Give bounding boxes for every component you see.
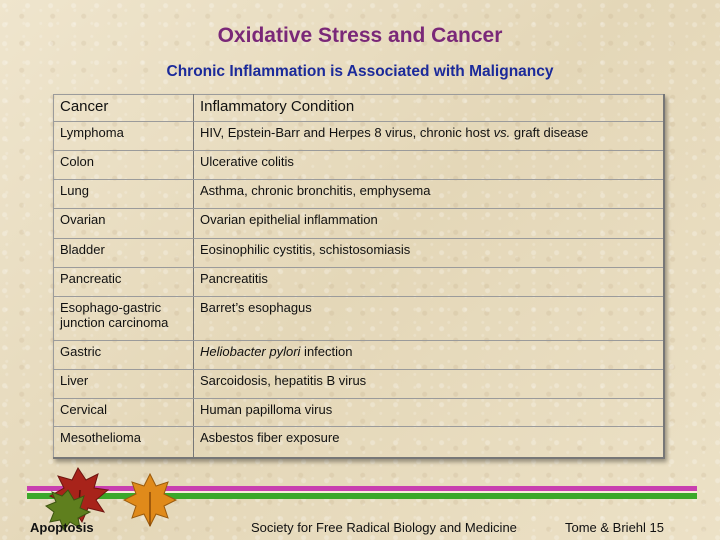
table-row: [54, 122, 665, 151]
cancer-inflammation-table: [53, 94, 665, 459]
condition-cell: [194, 151, 665, 180]
footer-center-label: Society for Free Radical Biology and Medicine: [251, 520, 517, 535]
condition-cell: [194, 370, 665, 399]
condition-cell: [194, 399, 665, 427]
cancer-cell: Liver: [54, 370, 194, 399]
condition-text: Asbestos fiber exposure: [200, 430, 340, 445]
table-row: [54, 268, 665, 297]
footer-left-label: Apoptosis: [30, 520, 94, 535]
table-row: [54, 239, 665, 268]
table-row: [54, 370, 665, 399]
table-header-row: [54, 95, 665, 122]
condition-text: Human papilloma virus: [200, 402, 333, 417]
cancer-cell: Mesothelioma: [54, 427, 194, 458]
cancer-cell: Colon: [54, 151, 194, 180]
condition-cell: [194, 341, 665, 370]
table-row: [54, 297, 665, 341]
table-row: [54, 427, 665, 458]
condition-text: graft disease: [510, 125, 589, 140]
condition-italic-text: vs.: [493, 125, 511, 140]
slide-title: Oxidative Stress and Cancer: [217, 24, 503, 47]
cancer-cell: Lung: [54, 180, 194, 209]
cancer-cell: Bladder: [54, 239, 194, 268]
condition-cell: [194, 122, 665, 151]
table-row: [54, 180, 665, 209]
cancer-cell: Esophago-gastric junction carcinoma: [54, 297, 194, 341]
condition-text: infection: [300, 344, 353, 359]
condition-cell: [194, 297, 665, 341]
condition-text: Asthma, chronic bronchitis, emphysema: [200, 183, 431, 198]
condition-text: Barret’s esophagus: [200, 300, 312, 315]
header-inflammatory-condition: Inflammatory Condition: [194, 95, 665, 122]
cancer-cell: Lymphoma: [54, 122, 194, 151]
header-cancer: Cancer: [54, 95, 194, 122]
slide-subtitle: Chronic Inflammation is Associated with Malignancy: [166, 63, 554, 80]
condition-italic-text: Heliobacter pylori: [200, 344, 301, 359]
condition-text: Ulcerative colitis: [200, 154, 294, 169]
condition-text: HIV, Epstein-Barr and Herpes 8 virus, chronic host: [200, 125, 494, 140]
condition-cell: [194, 209, 665, 239]
table-row: [54, 399, 665, 427]
cancer-cell: Ovarian: [54, 209, 194, 239]
table-row: [54, 151, 665, 180]
table-row: [54, 341, 665, 370]
footer-right-label: Tome & Briehl 15: [565, 520, 664, 535]
cancer-cell: Cervical: [54, 399, 194, 427]
orange-leaf-icon: [124, 474, 176, 526]
condition-cell: [194, 180, 665, 209]
condition-text: Ovarian epithelial inflammation: [200, 212, 378, 227]
condition-text: Pancreatitis: [200, 271, 268, 286]
condition-text: Eosinophilic cystitis, schistosomiasis: [200, 242, 411, 257]
cancer-cell: Gastric: [54, 341, 194, 370]
condition-text: Sarcoidosis, hepatitis B virus: [200, 373, 367, 388]
table-row: [54, 209, 665, 239]
condition-cell: [194, 427, 665, 458]
condition-cell: [194, 268, 665, 297]
condition-cell: [194, 239, 665, 268]
cancer-cell: Pancreatic: [54, 268, 194, 297]
